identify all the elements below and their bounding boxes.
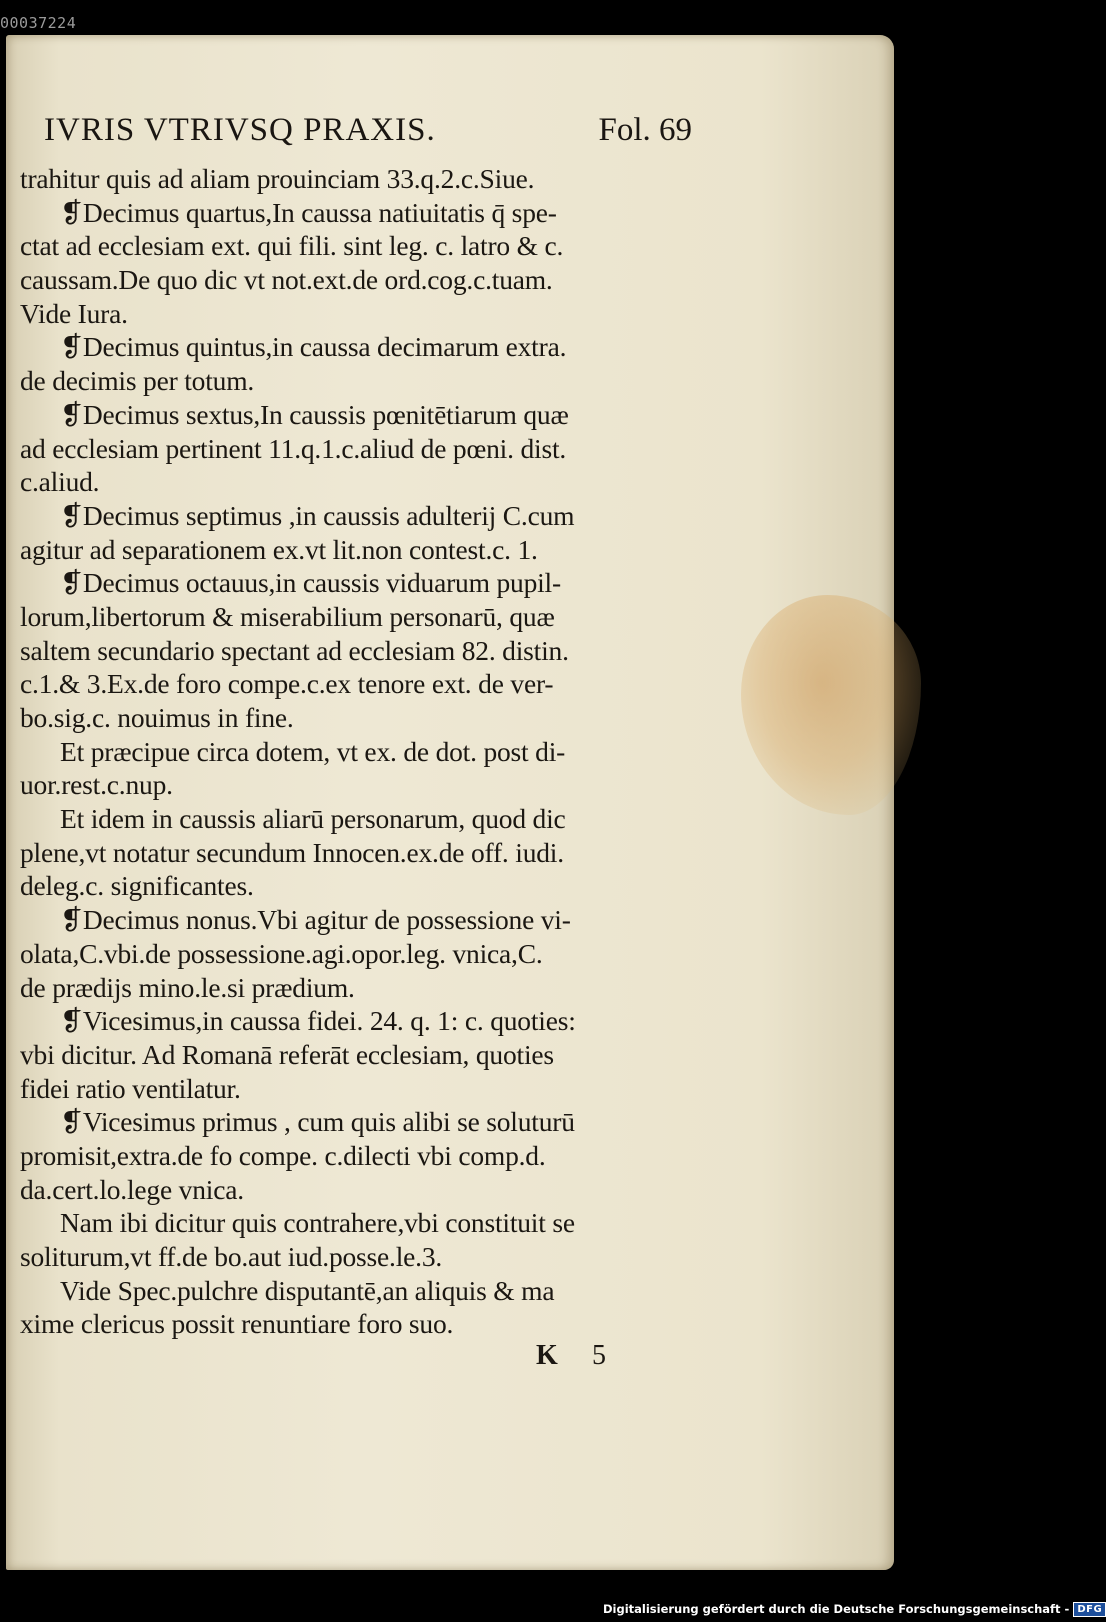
signature-number: 5 [592, 1340, 606, 1371]
text-line: ❡Decimus septimus ,in caussis adulterij C.cum [60, 499, 575, 531]
text-line: olata,C.vbi.de possessione.agi.opor.leg. vnica,C. [20, 937, 543, 969]
text-line: ❡Decimus quartus,In caussa natiuitatis q̄ spe- [60, 196, 557, 228]
text-line: ctat ad ecclesiam ext. qui fili. sint leg. c. latro & c. [20, 230, 564, 262]
scan-id: 00037224 [0, 14, 77, 32]
text-line: Nam ibi dicitur quis contrahere,vbi constituit se [60, 1207, 575, 1239]
signature-mark: K [536, 1340, 558, 1371]
text-line: Et præcipue circa dotem, vt ex. de dot. post di- [60, 735, 566, 767]
text-line: Vide Spec.pulchre disputantē,an aliquis & ma [60, 1274, 555, 1306]
text-line: xime clericus possit renuntiare foro suo. [20, 1308, 454, 1340]
text-line: ❡Decimus nonus.Vbi agitur de possessione vi- [60, 904, 571, 936]
text-line: c.aliud. [20, 466, 100, 498]
text-line: caussam.De quo dic vt not.ext.de ord.cog.c.tuam. [20, 264, 553, 296]
text-line: trahitur quis ad aliam prouinciam 33.q.2.c.Siue. [20, 163, 535, 194]
text-line: de prædijs mino.le.si prædium. [20, 971, 355, 1003]
text-line: Et idem in caussis aliarū personarum, quod dic [60, 803, 566, 835]
page-header [44, 112, 692, 152]
text-line: ❡Vicesimus primus , cum quis alibi se soluturū [60, 1106, 575, 1138]
folio-number: Fol. 69 [598, 112, 692, 148]
text-line: agitur ad separationem ex.vt lit.non contest.c. 1. [20, 533, 538, 565]
text-line: uor.rest.c.nup. [20, 769, 173, 801]
text-line: ad ecclesiam pertinent 11.q.1.c.aliud de pœni. dist. [20, 432, 567, 464]
text-line: lorum,libertorum & miserabilium personarū, quæ [20, 600, 555, 632]
text-line: ❡Vicesimus,in caussa fidei. 24. q. 1: c. quoties: [60, 1005, 576, 1037]
funding-credit: Digitalisierung gefördert durch die Deutsche Forschungsgemeinschaft - [603, 1602, 1070, 1616]
text-line: promisit,extra.de fo compe. c.dilecti vbi comp.d. [20, 1139, 546, 1171]
text-line: bo.sig.c. nouimus in fine. [20, 702, 294, 733]
text-line: ❡Decimus sextus,In caussis pœnitētiarum quæ [60, 398, 569, 430]
text-line: c.1.& 3.Ex.de foro compe.c.ex tenore ext. de ver- [20, 668, 554, 700]
text-line: de decimis per totum. [20, 365, 255, 397]
text-line: soliturum,vt ff.de bo.aut iud.posse.le.3. [20, 1241, 443, 1272]
text-line: da.cert.lo.lege vnica. [20, 1173, 244, 1205]
body-text [20, 162, 690, 1341]
dfg-logo-icon: DFG [1073, 1602, 1106, 1617]
text-line: Vide Iura. [20, 297, 128, 329]
digitization-footer [603, 1600, 1106, 1618]
text-line: ❡Decimus quintus,in caussa decimarum extra. [60, 331, 567, 363]
water-stain [741, 595, 921, 815]
text-line: ❡Decimus octauus,in caussis viduarum pupil- [60, 567, 561, 599]
text-line: saltem secundario spectant ad ecclesiam 82. distin. [20, 634, 569, 666]
text-line: deleg.c. significantes. [20, 870, 254, 902]
text-line: fidei ratio ventilatur. [20, 1072, 241, 1104]
running-title: IVRIS VTRIVSQ PRAXIS. [44, 112, 436, 148]
text-line: plene,vt notatur secundum Innocen.ex.de off. iudi. [20, 836, 564, 868]
text-line: vbi dicitur. Ad Romanā referāt ecclesiam, quoties [20, 1038, 554, 1070]
